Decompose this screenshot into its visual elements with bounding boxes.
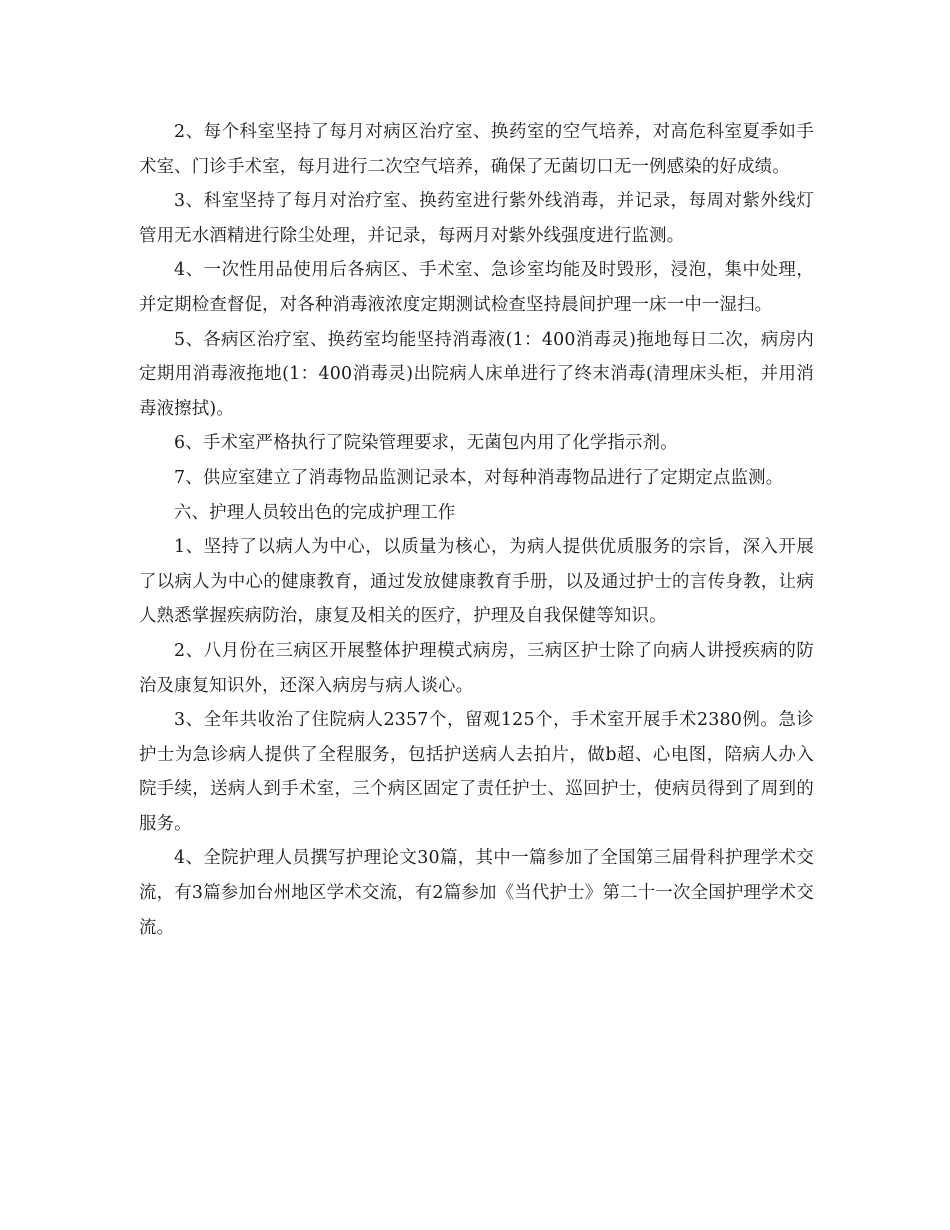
document-body xyxy=(139,115,814,945)
paragraph-item-3-uv-disinfection: 3、科室坚持了每月对治疗室、换药室进行紫外线消毒，并记录，每周对紫外线灯管用无水酒精进行除尘处理，并记录，每两月对紫外线强度进行监测。 xyxy=(139,191,814,246)
paragraph-item-6-operating-room: 6、手术室严格执行了院染管理要求，无菌包内用了化学指示剂。 xyxy=(174,433,678,454)
section-heading-nursing-work: 六、护理人员较出色的完成护理工作 xyxy=(174,502,456,523)
paragraph-item-1-patient-centered: 1、坚持了以病人为中心，以质量为核心，为病人提供优质服务的宗旨，深入开展了以病人为中心的健康教育，通过发放健康教育手册，以及通过护士的言传身教，让病人熟悉掌握疾病防治，康复及相关的医疗，护理及自我保健等知识。 xyxy=(139,537,814,627)
paragraph-item-3-patient-statistics: 3、全年共收治了住院病人2357个，留观125个，手术室开展手术2380例。急诊护士为急诊病人提供了全程服务，包括护送病人去拍片，做b超、心电图，陪病人办入院手续，送病人到手术室，三个病区固定了责任护士、巡回护士，使病员得到了周到的服务。 xyxy=(139,710,814,834)
paragraph-item-2-air-culture: 2、每个科室坚持了每月对病区治疗室、换药室的空气培养，对高危科室夏季如手术室、门诊手术室，每月进行二次空气培养，确保了无菌切口无一例感染的好成绩。 xyxy=(139,122,814,177)
paragraph-item-2-holistic-nursing: 2、八月份在三病区开展整体护理模式病房，三病区护士除了向病人讲授疾病的防治及康复知识外，还深入病房与病人谈心。 xyxy=(139,640,814,696)
paragraph-item-7-supply-room: 7、供应室建立了消毒物品监测记录本，对每种消毒物品进行了定期定点监测。 xyxy=(174,467,784,488)
paragraph-item-4-nursing-papers: 4、全院护理人员撰写护理论文30篇，其中一篇参加了全国第三届骨科护理学术交流，有3篇参加台州地区学术交流，有2篇参加《当代护士》第二十一次全国护理学术交流。 xyxy=(139,848,814,938)
paragraph-item-5-floor-disinfection: 5、各病区治疗室、换药室均能坚持消毒液(1：400消毒灵)拖地每日二次，病房内定期用消毒液拖地(1：400消毒灵)出院病人床单进行了终末消毒(清理床头柜，并用消毒液擦拭)。 xyxy=(139,329,814,419)
paragraph-item-4-disposables: 4、一次性用品使用后各病区、手术室、急诊室均能及时毁形，浸泡，集中处理，并定期检查督促，对各种消毒液浓度定期测试检查坚持晨间护理一床一中一湿扫。 xyxy=(139,260,814,315)
